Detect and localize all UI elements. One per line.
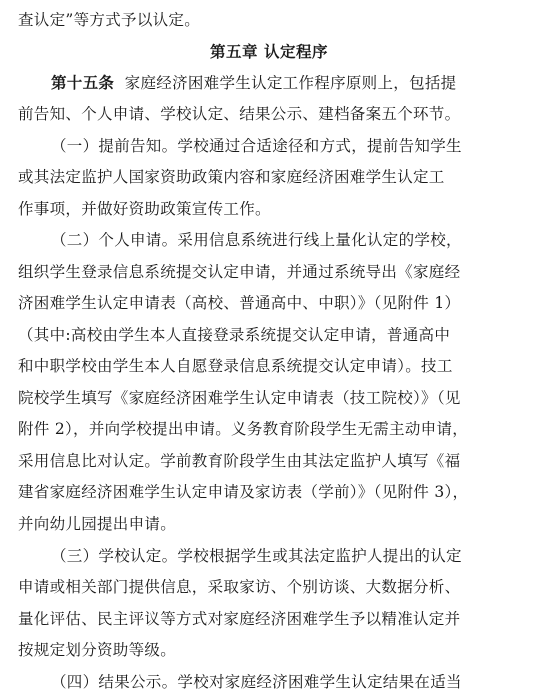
section-3-line-1: （三）学校认定。学校根据学生或其法定监护人提出的认定 <box>51 547 462 565</box>
article-label: 第十五条 <box>51 74 115 92</box>
section-2-line-9: 建省家庭经济困难学生认定申请及家访表（学前）》（见附件 3）， <box>18 483 469 501</box>
text-line-3: 前告知、个人申请、学校认定、结果公示、建档备案五个环节。 <box>18 105 461 123</box>
section-2-line-4: （其中:高校由学生本人直接登录系统提交认定申请，普通高中 <box>18 326 451 344</box>
section-1-line-2: 或其法定监护人国家资助政策内容和家庭经济困难学生认定工 <box>18 168 445 186</box>
section-2-line-2: 组织学生登录信息系统提交认定申请，并通过系统导出《家庭经 <box>18 263 461 281</box>
section-2-line-1: （二）个人申请。采用信息系统进行线上量化认定的学校， <box>51 231 462 249</box>
article-15-text: 家庭经济困难学生认定工作程序原则上，包括提 <box>124 74 457 92</box>
text-line-1: 查认定”等方式予以认定。 <box>18 11 201 29</box>
section-3-line-2: 申请或相关部门提供信息，采取家访、个别访谈、大数据分析、 <box>18 578 461 596</box>
section-3-line-3: 量化评估、民主评议等方式对家庭经济困难学生予以精准认定并 <box>18 610 461 628</box>
section-3-line-4: 按规定划分资助等级。 <box>18 641 177 659</box>
section-2-line-10: 并向幼儿园提出申请。 <box>18 515 177 533</box>
section-2-line-5: 和中职学校由学生本人自愿登录信息系统提交认定申请）。技工 <box>18 357 453 375</box>
article-15-line-1 <box>51 73 518 93</box>
section-4-line-1: （四）结果公示。学校对家庭经济困难学生认定结果在适当 <box>51 673 462 690</box>
section-2-line-8: 采用信息比对认定。学前教育阶段学生由其法定监护人填写《福 <box>18 452 461 470</box>
section-2-line-3: 济困难学生认定申请表（高校、普通高中、中职）》（见附件 1） <box>18 294 461 312</box>
section-2-line-7: 附件 2），并向学校提出申请。义务教育阶段学生无需主动申请， <box>18 420 469 438</box>
section-1-line-1: （一）提前告知。学校通过合适途径和方式，提前告知学生 <box>51 137 462 155</box>
chapter-heading: 第五章 认定程序 <box>210 43 328 61</box>
section-2-line-6: 院校学生填写《家庭经济困难学生认定申请表（技工院校）》（见 <box>18 389 461 407</box>
section-1-line-3: 作事项，并做好资助政策宣传工作。 <box>18 200 271 218</box>
